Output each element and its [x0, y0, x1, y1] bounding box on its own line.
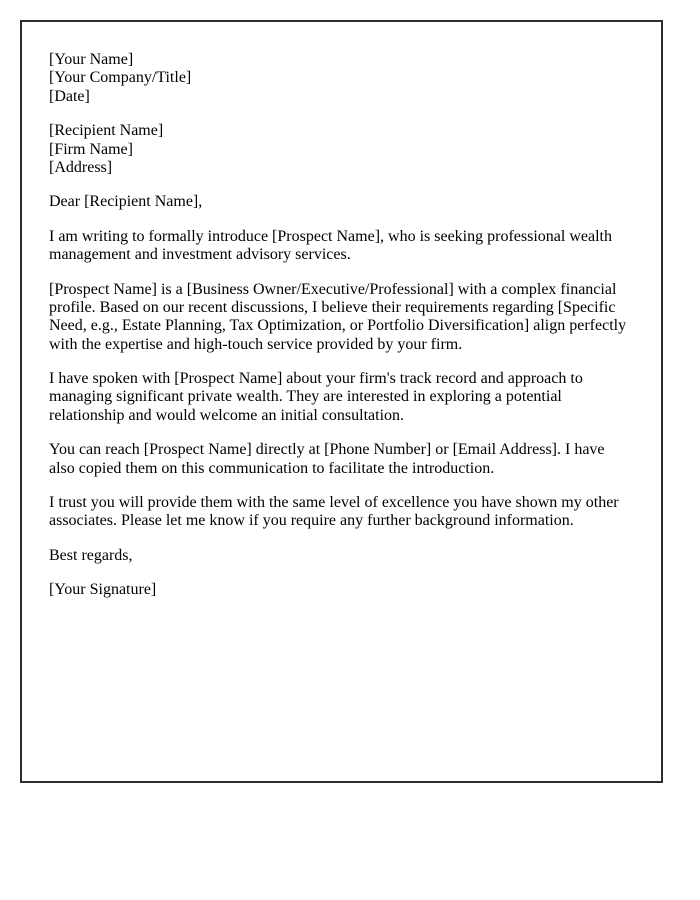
- letter-page: [20, 20, 663, 783]
- body-paragraph-track-record: I have spoken with [Prospect Name] about your firm's track record and approach to managing significant private wealth. They are interested in exploring a potential relationship and would welcome an initial consultation.: [49, 370, 583, 424]
- recipient-block: [49, 122, 631, 177]
- body-paragraph-profile: [Prospect Name] is a [Business Owner/Executive/Professional] with a complex financial profile. Based on our recent discussions, I believe their requirements regarding [Specific Need, e.g., Estate Planning, Tax Optimization, or Portfolio Diversification] align perfectly with the expertise and high-touch service provided by your firm.: [49, 280, 627, 353]
- body-paragraph-contact: You can reach [Prospect Name] directly at [Phone Number] or [Email Address]. I have also copied them on this communication to facilitate the introduction.: [49, 441, 605, 477]
- signature-placeholder: [Your Signature]: [49, 581, 157, 599]
- sender-name-placeholder: [Your Name]: [49, 51, 134, 68]
- closing-line: Best regards,: [49, 546, 133, 564]
- sender-block: [49, 51, 631, 106]
- sender-company-title-placeholder: [Your Company/Title]: [49, 69, 192, 87]
- salutation-line: Dear [Recipient Name],: [49, 193, 203, 211]
- recipient-name-placeholder: [Recipient Name]: [49, 122, 164, 140]
- letter-date-placeholder: [Date]: [49, 87, 90, 105]
- body-paragraph-introduction: I am writing to formally introduce [Prospect Name], who is seeking professional wealth management and investment advisory services.: [49, 227, 612, 264]
- recipient-firm-placeholder: [Firm Name]: [49, 140, 133, 158]
- body-paragraph-trust: I trust you will provide them with the same level of excellence you have shown my other associates. Please let me know if you require any further background information.: [49, 494, 619, 530]
- recipient-address-placeholder: [Address]: [49, 158, 113, 176]
